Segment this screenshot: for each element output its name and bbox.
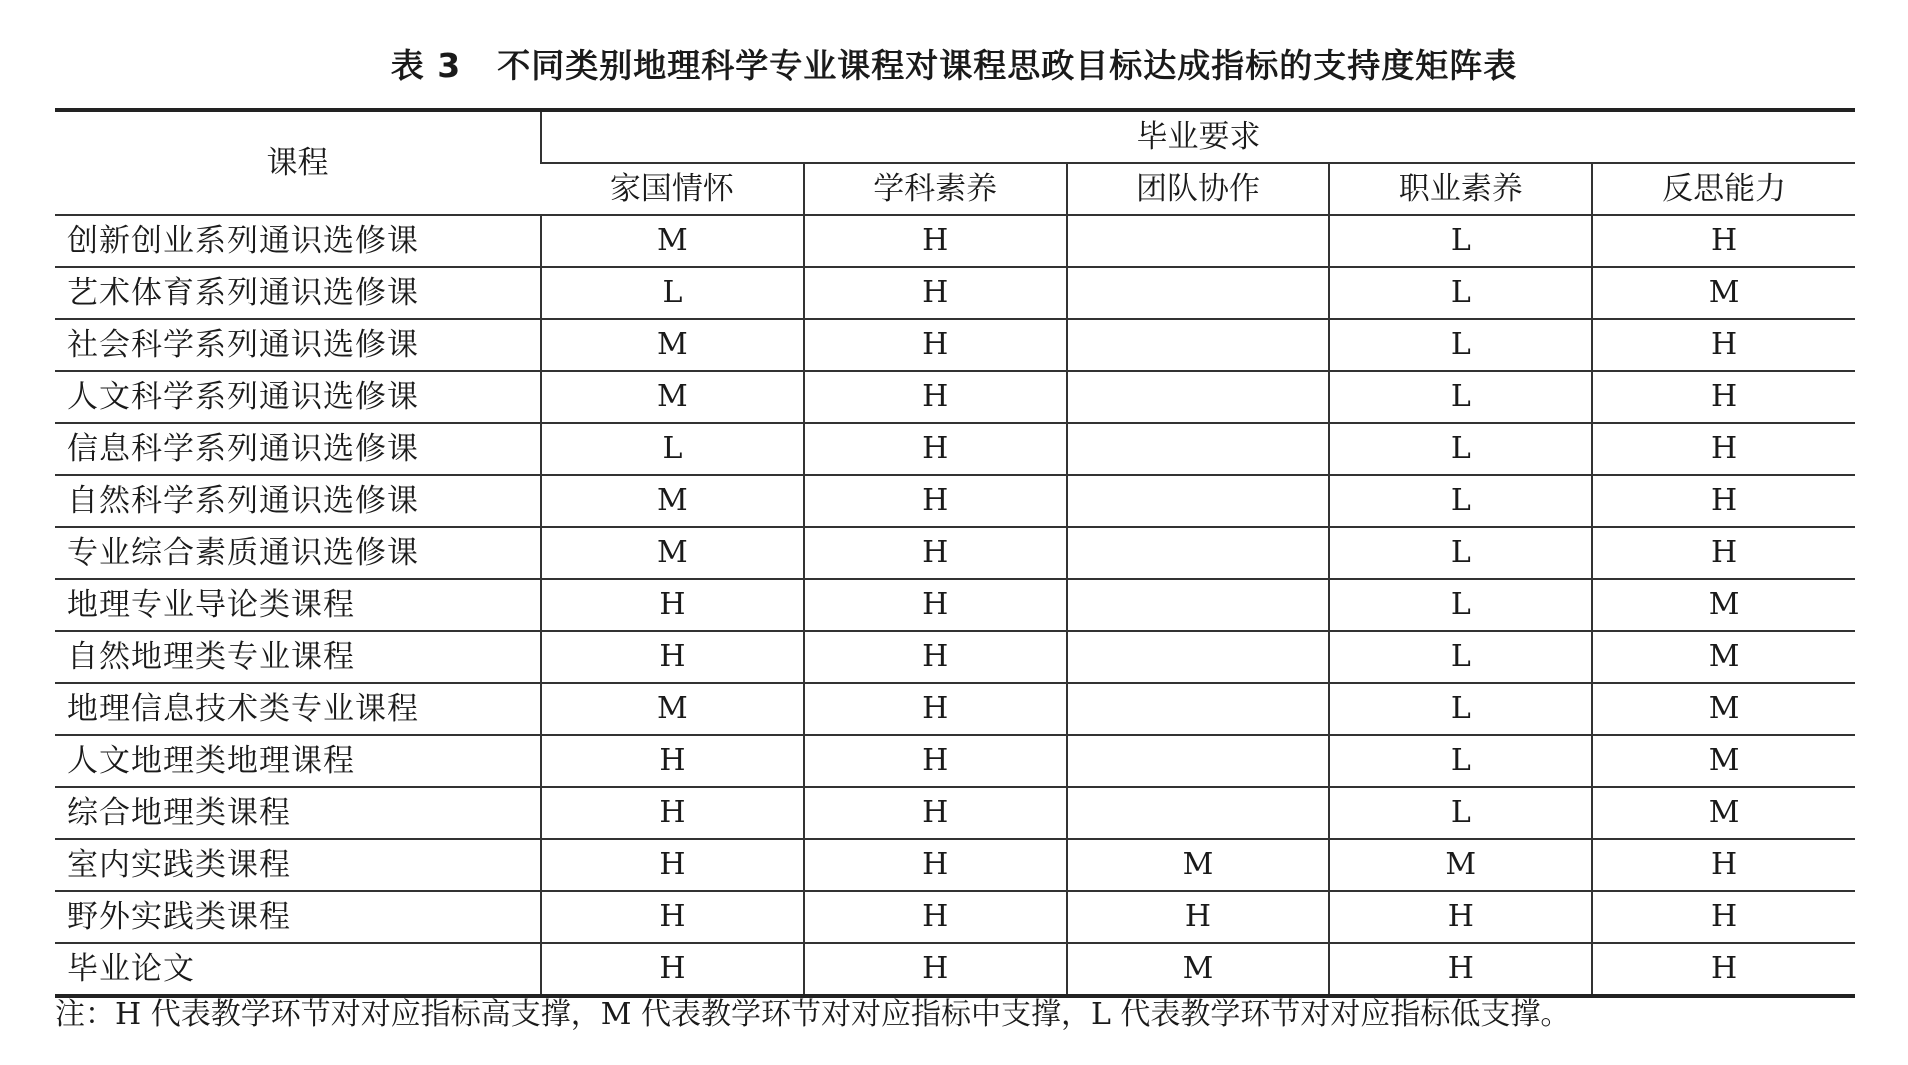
support-level-cell: H bbox=[1067, 891, 1330, 943]
support-level-cell: H bbox=[541, 943, 804, 996]
support-level-cell: H bbox=[1592, 215, 1855, 267]
support-level-cell: H bbox=[804, 735, 1067, 787]
course-name-cell: 地理信息技术类专业课程 bbox=[55, 683, 541, 735]
support-level-cell: M bbox=[1592, 683, 1855, 735]
support-level-cell: H bbox=[541, 579, 804, 631]
support-level-cell: M bbox=[1067, 943, 1330, 996]
support-level-cell: H bbox=[1592, 475, 1855, 527]
support-level-cell: L bbox=[1329, 423, 1592, 475]
table-note: 注：H 代表教学环节对对应指标高支撑，M 代表教学环节对对应指标中支撑，L 代表教学环节对对应指标低支撑。 bbox=[55, 997, 1571, 1032]
table-row bbox=[55, 891, 1855, 943]
table-row bbox=[55, 215, 1855, 267]
support-level-cell bbox=[1067, 475, 1330, 527]
support-level-cell: L bbox=[541, 267, 804, 319]
support-level-cell bbox=[1067, 735, 1330, 787]
table-row bbox=[55, 371, 1855, 423]
support-level-cell: H bbox=[1592, 839, 1855, 891]
support-level-cell: H bbox=[804, 423, 1067, 475]
support-level-cell: L bbox=[541, 423, 804, 475]
support-level-cell: H bbox=[1592, 527, 1855, 579]
course-name-cell: 人文科学系列通识选修课 bbox=[55, 371, 541, 423]
support-level-cell: M bbox=[1592, 267, 1855, 319]
table-row bbox=[55, 735, 1855, 787]
table-row bbox=[55, 423, 1855, 475]
course-name-cell: 野外实践类课程 bbox=[55, 891, 541, 943]
course-name-cell: 社会科学系列通识选修课 bbox=[55, 319, 541, 371]
table-number: 表 3 bbox=[390, 46, 462, 85]
course-name-cell: 地理专业导论类课程 bbox=[55, 579, 541, 631]
support-level-cell bbox=[1067, 215, 1330, 267]
graduation-requirements-header: 毕业要求 bbox=[541, 110, 1855, 163]
support-level-cell: H bbox=[1329, 943, 1592, 996]
support-level-cell bbox=[1067, 787, 1330, 839]
table-row bbox=[55, 267, 1855, 319]
support-level-cell: H bbox=[804, 891, 1067, 943]
course-name-cell: 自然科学系列通识选修课 bbox=[55, 475, 541, 527]
table-body bbox=[55, 215, 1855, 996]
support-level-cell: H bbox=[1592, 371, 1855, 423]
support-level-cell: H bbox=[804, 527, 1067, 579]
support-level-cell: H bbox=[804, 267, 1067, 319]
support-level-cell: L bbox=[1329, 631, 1592, 683]
support-level-cell: L bbox=[1329, 579, 1592, 631]
course-name-cell: 信息科学系列通识选修课 bbox=[55, 423, 541, 475]
support-level-cell: M bbox=[1592, 735, 1855, 787]
support-level-cell: M bbox=[541, 683, 804, 735]
course-name-cell: 创新创业系列通识选修课 bbox=[55, 215, 541, 267]
support-level-cell: L bbox=[1329, 319, 1592, 371]
table-title: 不同类别地理科学专业课程对课程思政目标达成指标的支持度矩阵表 bbox=[497, 46, 1518, 85]
support-level-cell: H bbox=[541, 839, 804, 891]
support-level-cell: H bbox=[804, 839, 1067, 891]
course-name-cell: 室内实践类课程 bbox=[55, 839, 541, 891]
table-row bbox=[55, 631, 1855, 683]
support-level-cell: M bbox=[1592, 579, 1855, 631]
support-level-cell: L bbox=[1329, 215, 1592, 267]
table-row bbox=[55, 579, 1855, 631]
support-level-cell: L bbox=[1329, 267, 1592, 319]
support-level-cell: H bbox=[541, 787, 804, 839]
support-level-cell: M bbox=[1592, 631, 1855, 683]
support-matrix-table bbox=[55, 108, 1855, 998]
course-name-cell: 人文地理类地理课程 bbox=[55, 735, 541, 787]
course-column-header: 课程 bbox=[266, 145, 329, 181]
support-level-cell bbox=[1067, 527, 1330, 579]
table-row bbox=[55, 475, 1855, 527]
support-level-cell: L bbox=[1329, 787, 1592, 839]
table-caption bbox=[0, 44, 1908, 88]
support-level-cell: H bbox=[804, 371, 1067, 423]
support-level-cell: L bbox=[1329, 683, 1592, 735]
table-row bbox=[55, 683, 1855, 735]
support-level-cell: L bbox=[1329, 527, 1592, 579]
support-level-cell: L bbox=[1329, 475, 1592, 527]
table-row bbox=[55, 527, 1855, 579]
column-header: 家国情怀 bbox=[541, 163, 804, 215]
table-row bbox=[55, 943, 1855, 996]
support-level-cell: H bbox=[541, 891, 804, 943]
support-level-cell: H bbox=[804, 475, 1067, 527]
table-row bbox=[55, 787, 1855, 839]
support-level-cell: M bbox=[541, 319, 804, 371]
support-level-cell bbox=[1067, 267, 1330, 319]
support-level-cell bbox=[1067, 579, 1330, 631]
course-name-cell: 专业综合素质通识选修课 bbox=[55, 527, 541, 579]
support-level-cell bbox=[1067, 319, 1330, 371]
support-level-cell: M bbox=[1329, 839, 1592, 891]
column-header: 职业素养 bbox=[1329, 163, 1592, 215]
support-level-cell: H bbox=[804, 943, 1067, 996]
support-level-cell: H bbox=[804, 683, 1067, 735]
support-level-cell: H bbox=[541, 631, 804, 683]
column-header: 反思能力 bbox=[1592, 163, 1855, 215]
course-name-cell: 毕业论文 bbox=[55, 943, 541, 996]
support-level-cell: H bbox=[1592, 943, 1855, 996]
support-level-cell: H bbox=[804, 215, 1067, 267]
support-level-cell: H bbox=[1592, 423, 1855, 475]
support-level-cell: M bbox=[541, 475, 804, 527]
support-level-cell bbox=[1067, 423, 1330, 475]
course-name-cell: 自然地理类专业课程 bbox=[55, 631, 541, 683]
support-level-cell: M bbox=[541, 215, 804, 267]
support-level-cell: H bbox=[541, 735, 804, 787]
support-level-cell: H bbox=[804, 631, 1067, 683]
support-level-cell bbox=[1067, 683, 1330, 735]
support-level-cell: H bbox=[804, 579, 1067, 631]
support-level-cell: M bbox=[541, 527, 804, 579]
support-level-cell: H bbox=[804, 787, 1067, 839]
support-level-cell: M bbox=[1067, 839, 1330, 891]
support-level-cell bbox=[1067, 371, 1330, 423]
support-level-cell: M bbox=[1592, 787, 1855, 839]
support-level-cell: H bbox=[1329, 891, 1592, 943]
support-level-cell: M bbox=[541, 371, 804, 423]
support-level-cell bbox=[1067, 631, 1330, 683]
support-level-cell: L bbox=[1329, 371, 1592, 423]
support-level-cell: H bbox=[1592, 319, 1855, 371]
table-row bbox=[55, 839, 1855, 891]
table-header bbox=[55, 110, 1855, 215]
support-level-cell: H bbox=[1592, 891, 1855, 943]
support-level-cell: H bbox=[804, 319, 1067, 371]
column-header: 学科素养 bbox=[804, 163, 1067, 215]
course-name-cell: 综合地理类课程 bbox=[55, 787, 541, 839]
column-header: 团队协作 bbox=[1067, 163, 1330, 215]
support-level-cell: L bbox=[1329, 735, 1592, 787]
course-name-cell: 艺术体育系列通识选修课 bbox=[55, 267, 541, 319]
table-row bbox=[55, 319, 1855, 371]
